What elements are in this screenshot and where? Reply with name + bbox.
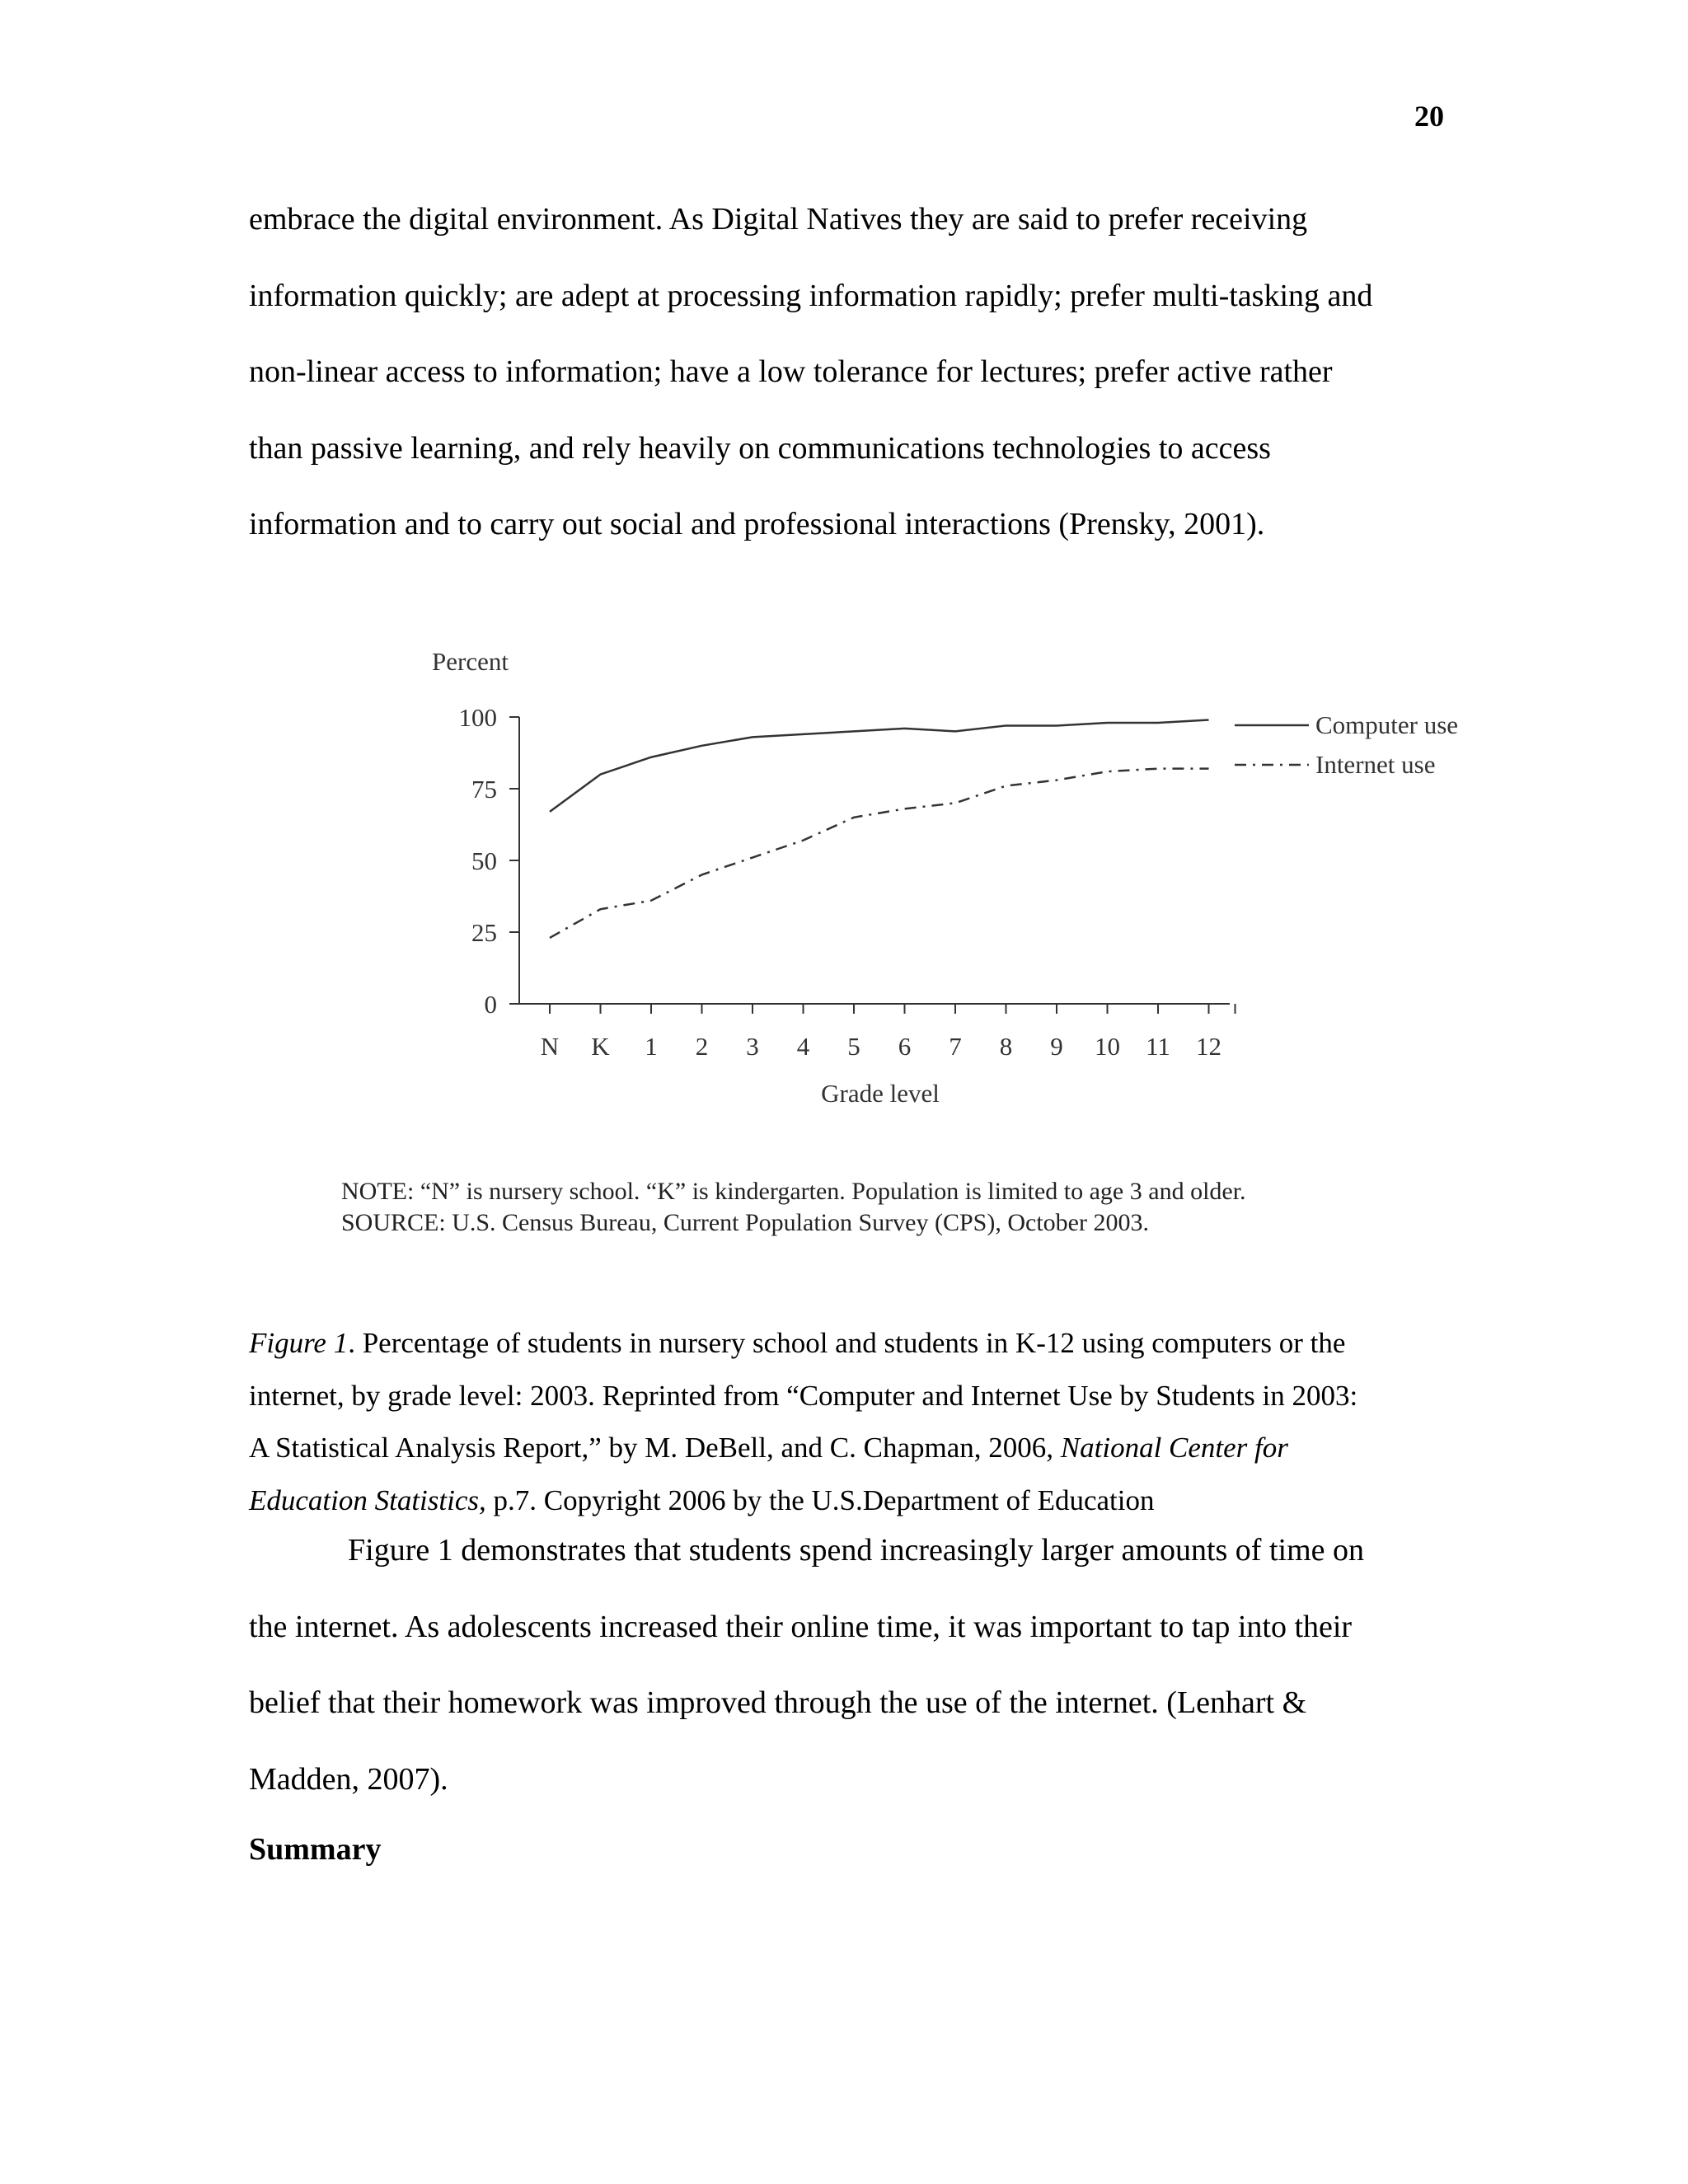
caption-journal: Education Statistics, [249,1483,486,1516]
caption-text: A Statistical Analysis Report,” by M. DeBell, and C. Chapman, 2006, [249,1432,1061,1464]
text-line: belief that their homework was improved through the use of the internet. (Lenhart & [249,1685,1307,1720]
legend-label: Internet use [1315,750,1436,779]
note-line: NOTE: “N” is nursery school. “K” is kindergarten. Population is limited to age 3 and older. [341,1178,1246,1205]
y-tick-label: 25 [471,918,497,947]
figure-caption [249,1317,1452,1526]
page-number: 20 [1414,100,1444,133]
x-tick-label: 12 [1196,1032,1221,1061]
series-line [550,719,1209,811]
x-tick-label: 11 [1146,1032,1170,1061]
x-tick-label: 7 [949,1032,962,1061]
text-line: information quickly; are adept at processing information rapidly; prefer multi-tasking and [249,278,1373,313]
caption-line: internet, by grade level: 2003. Reprinted from “Computer and Internet Use by Students in 2003: [249,1379,1358,1412]
x-tick-label: 3 [746,1032,759,1061]
series-line [550,769,1209,938]
text-line: the internet. As adolescents increased their online time, it was important to tap into their [249,1609,1353,1644]
body-paragraph-1 [249,181,1452,563]
x-tick-label: 6 [898,1032,912,1061]
figure-label: Figure 1 [249,1327,349,1359]
figure-note [341,1176,1479,1239]
x-tick-label: 9 [1050,1032,1063,1061]
x-tick-label: 1 [645,1032,658,1061]
x-axis-label: Grade level [821,1079,940,1108]
line-chart [330,643,1484,1170]
y-tick-label: 100 [458,703,497,732]
x-tick-label: 5 [847,1032,860,1061]
caption-line [249,1422,1452,1474]
text-line: non-linear access to information; have a low tolerance for lectures; prefer active rather [249,354,1333,389]
figure-1 [330,643,1484,1253]
text-line: Figure 1 demonstrates that students spend increasingly larger amounts of time on [348,1533,1364,1568]
text-line: information and to carry out social and professional interactions (Prensky, 2001). [249,507,1265,541]
text-line: than passive learning, and rely heavily on communications technologies to access [249,430,1271,466]
text-line: Madden, 2007). [249,1761,448,1797]
x-tick-label: 10 [1095,1032,1120,1061]
x-tick-label: K [591,1032,610,1061]
y-axis-label: Percent [432,647,509,676]
source-line: SOURCE: U.S. Census Bureau, Current Population Survey (CPS), October 2003. [341,1209,1149,1236]
text-line: embrace the digital environment. As Digital Natives they are said to prefer receiving [249,202,1308,237]
x-tick-label: 2 [695,1032,709,1061]
x-tick-label: N [540,1032,560,1061]
x-tick-label: 8 [999,1032,1013,1061]
section-heading: Summary [249,1832,382,1867]
x-tick-label: 4 [796,1032,810,1061]
y-tick-label: 50 [471,846,497,875]
y-tick-label: 0 [484,990,497,1019]
caption-text: . Percentage of students in nursery school and students in K-12 using computers or the [348,1327,1346,1359]
caption-journal: National Center for [1060,1432,1288,1464]
caption-text: p.7. Copyright 2006 by the U.S.Department of Education [485,1483,1155,1516]
caption-line [249,1317,1452,1370]
legend-label: Computer use [1315,710,1459,739]
body-paragraph-2 [249,1512,1452,1817]
y-tick-label: 75 [471,775,497,804]
